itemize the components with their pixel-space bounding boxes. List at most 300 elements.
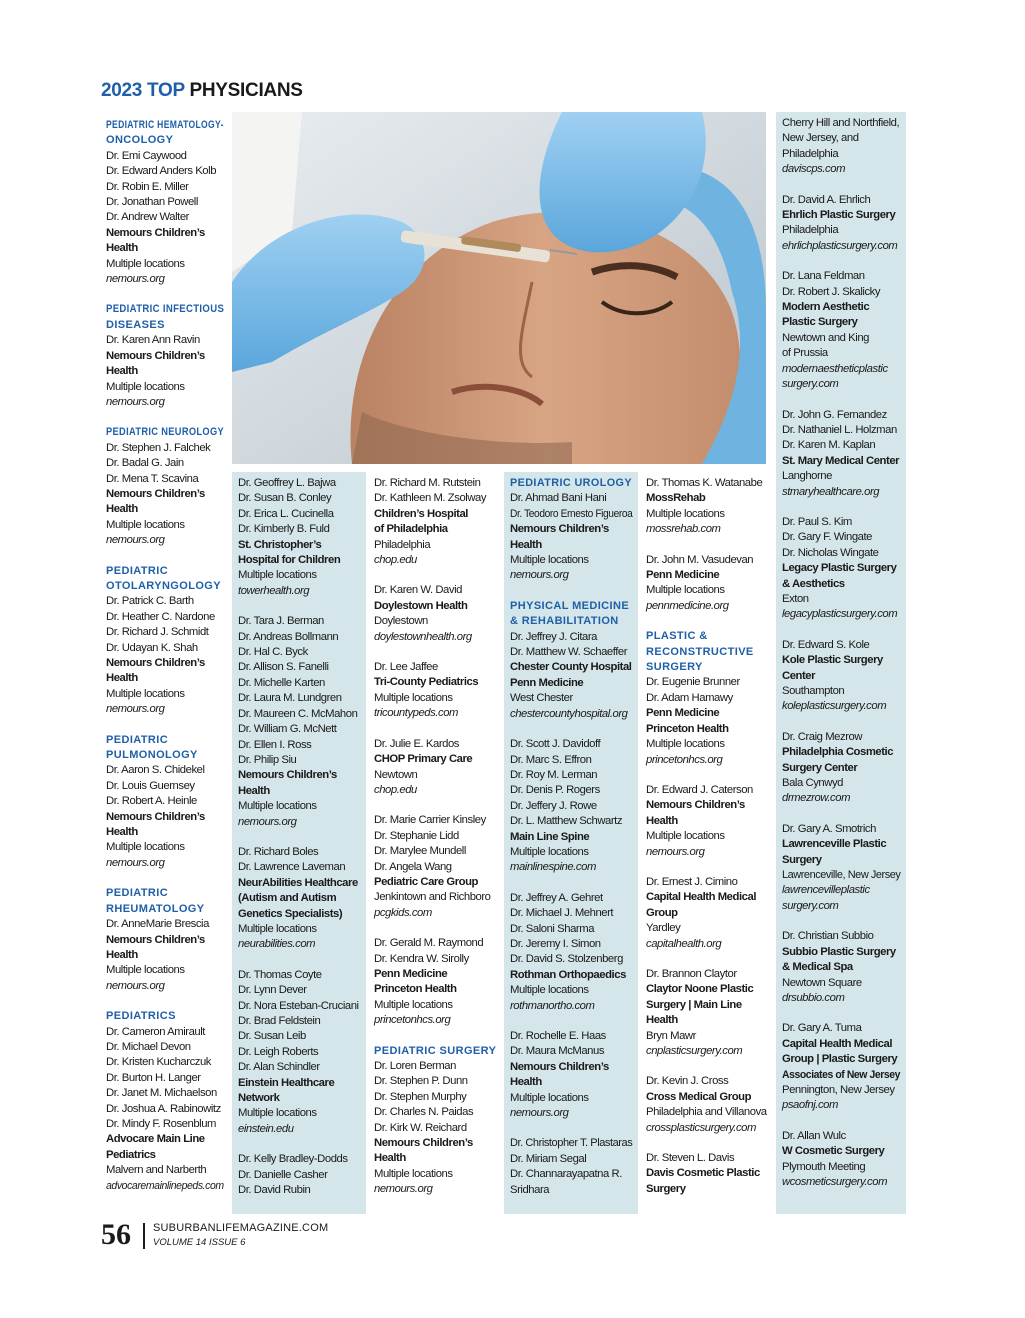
listing-text: Dr. Jeffery J. Rowe — [510, 799, 597, 812]
practice-name: St. Christopher’s — [238, 538, 322, 551]
listing-block — [782, 116, 900, 178]
practice-name: Penn Medicine — [374, 967, 448, 980]
listing-text: Dr. Robert A. Heinle — [106, 795, 197, 808]
block-spacer — [782, 1006, 900, 1021]
category-heading: PEDIATRIC SURGERY — [374, 1044, 497, 1057]
listing-text: Dr. Andreas Bollmann — [238, 630, 339, 643]
listing-text: Dr. L. Matthew Schwartz — [510, 815, 623, 828]
listing-text: Dr. Louis Guernsey — [106, 779, 195, 792]
practice-name: W Cosmetic Surgery — [782, 1145, 885, 1158]
listing-text: Dr. Eugenie Brunner — [646, 676, 740, 689]
listing-text: Southampton — [782, 685, 845, 697]
listing-text: Dr. Marylee Mundell — [374, 845, 466, 858]
block-spacer — [646, 1136, 768, 1151]
website-text: tricountypeds.com — [374, 707, 459, 720]
listing-text: Dr. Jonathan Powell — [106, 196, 198, 209]
block-spacer — [646, 952, 768, 967]
listing-block — [646, 553, 768, 615]
practice-name: Princeton Health — [374, 983, 457, 996]
block-spacer — [782, 254, 900, 269]
listing-block — [510, 476, 632, 584]
listing-text: Dr. Christian Subbio — [782, 930, 874, 943]
website-text: lawrencevilleplastic — [782, 884, 870, 897]
category-heading: PEDIATRIC UROLOGY — [510, 477, 632, 489]
block-spacer — [646, 768, 768, 783]
listing-text: Doylestown — [374, 615, 428, 628]
website-text: drsubbio.com — [782, 991, 845, 1004]
block-spacer — [374, 921, 496, 936]
column-2 — [232, 472, 366, 1214]
listing-text: Dr. Thomas Coyte — [238, 968, 322, 981]
practice-name: Health — [374, 1152, 406, 1165]
listing-text: Dr. Susan Leib — [238, 1030, 306, 1043]
website-text: crossplasticsurgery.com — [646, 1121, 756, 1134]
listing-text: Multiple locations — [238, 569, 317, 582]
listing-text: Dr. Edward J. Caterson — [646, 783, 753, 796]
listing-text: Dr. Denis P. Rogers — [510, 784, 600, 797]
listing-text: Dr. Teodoro Ernesto Figueroa — [510, 507, 633, 520]
practice-name: Surgery — [782, 853, 822, 866]
block-spacer — [106, 718, 224, 733]
block-spacer — [510, 1014, 632, 1029]
listing-text: Multiple locations — [510, 845, 589, 858]
column-4 — [504, 472, 638, 1214]
listing-text: Dr. William G. McNett — [238, 723, 337, 736]
website-text: einstein.edu — [238, 1122, 294, 1135]
block-spacer — [374, 798, 496, 813]
practice-name: Health — [106, 672, 138, 685]
listing-block — [646, 476, 768, 538]
website-text: daviscps.com — [782, 163, 846, 176]
listing-text: Multiple locations — [510, 554, 589, 567]
listing-text: Dr. Jeffrey J. Citara — [510, 630, 598, 643]
listing-block — [510, 599, 632, 722]
listing-text: Multiple locations — [510, 1091, 589, 1104]
category-heading: PULMONOLOGY — [106, 749, 198, 762]
practice-name: of Philadelphia — [374, 523, 448, 536]
listing-text: Multiple locations — [646, 830, 725, 843]
listing-text: Multiple locations — [238, 800, 317, 813]
practice-name: Nemours Children’s — [510, 1060, 609, 1073]
injection-photo — [232, 112, 766, 464]
listing-text: Dr. Patrick C. Barth — [106, 595, 194, 608]
listing-block — [374, 660, 496, 722]
website-text: drmezrow.com — [782, 792, 851, 805]
category-heading: ONCOLOGY — [106, 134, 174, 147]
practice-name: Nemours Children’s — [106, 349, 205, 362]
listing-text: Dr. Richard J. Schmidt — [106, 626, 209, 639]
listing-text: Dr. Hal C. Byck — [238, 646, 308, 659]
website-text: nemours.org — [106, 979, 165, 992]
practice-name: Princeton Health — [646, 722, 729, 735]
practice-name: Pediatrics — [106, 1148, 156, 1161]
listing-text: Philadelphia — [374, 538, 431, 551]
listing-text: Dr. Gary A. Smotrich — [782, 822, 876, 835]
practice-name: & Medical Spa — [782, 961, 853, 974]
block-spacer — [106, 410, 224, 425]
listing-text: Jenkintown and Richboro — [374, 891, 491, 904]
website-text: nemours.org — [106, 273, 165, 286]
block-spacer — [510, 876, 632, 891]
listing-text: Dr. John G. Fernandez — [782, 408, 887, 421]
listing-text: Dr. Michael J. Mehnert — [510, 907, 614, 920]
listing-text: Multiple locations — [106, 841, 185, 854]
listing-text: Dr. David Rubin — [238, 1184, 311, 1197]
page-title-rest: PHYSICIANS — [189, 80, 303, 101]
block-spacer — [510, 722, 632, 737]
listing-block — [374, 936, 496, 1028]
block-spacer — [646, 1059, 768, 1074]
practice-name: Nemours Children’s — [106, 810, 205, 823]
category-heading: PEDIATRIC — [106, 887, 169, 900]
listing-text: Multiple locations — [510, 984, 589, 997]
listing-text: Dr. Michael Devon — [106, 1040, 191, 1053]
listing-text: Dr. Christopher T. Plastaras — [510, 1137, 633, 1150]
practice-name: Nemours Children’s — [646, 799, 745, 812]
listing-text: Dr. Maureen C. McMahon — [238, 707, 358, 720]
listing-text: Dr. Angela Wang — [374, 860, 452, 873]
listing-block — [646, 629, 768, 768]
listing-block — [374, 476, 496, 568]
website-text: capitalhealth.org — [646, 937, 722, 950]
listing-block — [646, 1074, 768, 1136]
listing-text: Lawrenceville, New Jersey — [782, 869, 901, 882]
listing-text: Dr. Robert J. Skalicky — [782, 285, 881, 298]
listing-text: Multiple locations — [374, 1167, 453, 1180]
category-heading: RHEUMATOLOGY — [106, 902, 205, 915]
listing-text: Newtown Square — [782, 976, 862, 989]
block-spacer — [106, 871, 224, 886]
practice-name: & Aesthetics — [782, 577, 845, 590]
listing-text: Dr. Kimberly B. Fuld — [238, 523, 330, 536]
listing-text: Dr. Andrew Walter — [106, 211, 189, 224]
listing-block — [106, 118, 224, 287]
listing-text: Dr. Ernest J. Cimino — [646, 875, 738, 888]
category-heading: DISEASES — [106, 318, 165, 331]
listing-text: Dr. Nicholas Wingate — [782, 546, 879, 559]
practice-name: Surgery | Main Line — [646, 998, 742, 1011]
listing-text: Dr. Lana Feldman — [782, 270, 865, 283]
listing-text: Dr. Richard M. Rutstein — [374, 477, 481, 489]
block-spacer — [106, 549, 224, 564]
listing-text: Dr. Alan Schindler — [238, 1061, 320, 1074]
website-text: cnplasticsurgery.com — [646, 1045, 743, 1057]
website-text: stmaryhealthcare.org — [782, 485, 880, 498]
listing-text: Dr. Charles N. Paidas — [374, 1106, 474, 1119]
practice-name: Nemours Children’s — [510, 523, 609, 536]
practice-name: Genetics Specialists) — [238, 907, 343, 920]
listing-text: Multiple locations — [106, 964, 185, 977]
listing-block — [238, 968, 360, 1137]
listing-text: Dr. Thomas K. Watanabe — [646, 477, 763, 489]
practice-name: Doylestown Health — [374, 599, 468, 612]
website-text: chestercountyhospital.org — [510, 707, 628, 720]
website-text: nemours.org — [646, 845, 705, 858]
listing-text: Dr. Brannon Claytor — [646, 967, 737, 980]
block-spacer — [374, 722, 496, 737]
practice-name: Tri-County Pediatrics — [374, 676, 479, 689]
listing-text: Dr. Ellen I. Ross — [238, 738, 312, 751]
website-text: mossrehab.com — [646, 523, 721, 536]
listing-block — [646, 1151, 768, 1197]
listing-block — [510, 891, 632, 1014]
listing-text: Dr. Joshua A. Rabinowitz — [106, 1102, 221, 1115]
listing-text: Dr. Marc S. Effron — [510, 753, 592, 766]
listing-text: Dr. Miriam Segal — [510, 1152, 587, 1165]
practice-name: Health — [106, 826, 138, 839]
listing-text: Dr. Badal G. Jain — [106, 457, 184, 470]
listing-text: Dr. Nora Esteban-Cruciani — [238, 999, 359, 1012]
listing-text: Dr. Stephen P. Dunn — [374, 1075, 468, 1088]
website-text: modernaestheticplastic — [782, 362, 888, 375]
listing-text: Dr. Robin E. Miller — [106, 180, 189, 193]
website-text: nemours.org — [510, 1107, 569, 1120]
listing-text: Dr. Emi Caywood — [106, 149, 187, 162]
practice-name: Philadelphia Cosmetic — [782, 746, 894, 759]
listing-block — [238, 845, 360, 953]
photo-illustration — [232, 112, 766, 464]
listing-block — [374, 583, 496, 645]
practice-name: Nemours Children’s — [106, 487, 205, 500]
listing-block — [782, 730, 900, 807]
website-text: nemours.org — [374, 1183, 433, 1196]
website-text: ehrlichplasticsurgery.com — [782, 239, 898, 252]
listing-text: Dr. Marie Carrier Kinsley — [374, 814, 486, 827]
listing-text: Dr. Jeffrey A. Gehret — [510, 891, 603, 904]
practice-name: Cross Medical Group — [646, 1090, 752, 1103]
website-text: nemours.org — [238, 815, 297, 828]
practice-name: Health — [238, 784, 270, 797]
listing-text: Dr. Kristen Kucharczuk — [106, 1056, 211, 1069]
listing-text: Dr. Udayan K. Shah — [106, 641, 198, 654]
listing-text: Multiple locations — [106, 518, 185, 531]
listing-block — [782, 269, 900, 392]
listing-block — [646, 875, 768, 952]
listing-block — [646, 783, 768, 860]
practice-name: Kole Plastic Surgery — [782, 654, 883, 667]
listing-text: Cherry Hill and Northfield, — [782, 117, 900, 129]
listing-text: Philadelphia — [782, 224, 839, 237]
block-spacer — [782, 178, 900, 193]
listing-text: Dr. Stephen J. Falchek — [106, 441, 211, 454]
listing-text: Dr. David S. Stolzenberg — [510, 953, 623, 966]
listing-block — [374, 737, 496, 799]
website-text: rothmanortho.com — [510, 999, 595, 1012]
website-text: wcosmeticsurgery.com — [782, 1175, 888, 1188]
listing-text: Bala Cynwyd — [782, 777, 843, 790]
practice-name: (Autism and Autism — [238, 892, 337, 905]
listing-text: Newtown — [374, 768, 418, 781]
listing-text: Dr. Jeremy I. Simon — [510, 937, 601, 950]
practice-name: Chester County Hospital — [510, 661, 632, 674]
category-heading: PLASTIC & — [646, 630, 708, 643]
website-text: advocaremainlinepeds.com — [106, 1179, 224, 1192]
block-spacer — [238, 599, 360, 614]
practice-name: Health — [510, 538, 542, 551]
website-text: chop.edu — [374, 554, 417, 567]
category-heading: PEDIATRICS — [106, 1010, 176, 1023]
listing-block — [238, 614, 360, 830]
listing-block — [238, 1152, 360, 1198]
category-heading: PEDIATRIC NEUROLOGY — [106, 426, 225, 439]
listing-block — [782, 638, 900, 715]
block-spacer — [238, 1137, 360, 1152]
practice-name: Lawrenceville Plastic — [782, 838, 887, 851]
listing-text: Dr. Janet M. Michaelson — [106, 1087, 217, 1100]
block-spacer — [782, 807, 900, 822]
website-text: towerhealth.org — [238, 584, 310, 597]
listing-text: Dr. Karen W. David — [374, 584, 462, 597]
practice-name: Rothman Orthopaedics — [510, 968, 626, 981]
listing-text: Multiple locations — [106, 257, 185, 270]
listing-text: Plymouth Meeting — [782, 1160, 866, 1173]
listing-text: Dr. John M. Vasudevan — [646, 553, 754, 566]
block-spacer — [106, 994, 224, 1009]
listing-text: Dr. Steven L. Davis — [646, 1152, 735, 1165]
block-spacer — [106, 287, 224, 302]
practice-name: Legacy Plastic Surgery — [782, 562, 897, 575]
listing-text: Dr. Maura McManus — [510, 1045, 605, 1058]
practice-name: Network — [238, 1092, 280, 1105]
listing-text: Dr. Michelle Karten — [238, 676, 325, 689]
footer-site: SUBURBANLIFEMAGAZINE.COM — [153, 1222, 329, 1234]
block-spacer — [374, 645, 496, 660]
listing-block — [646, 967, 768, 1059]
website-text: nemours.org — [510, 569, 569, 582]
listing-text: Bryn Mawr — [646, 1029, 696, 1042]
practice-name: Claytor Noone Plastic — [646, 983, 754, 996]
listing-text: Multiple locations — [374, 691, 453, 704]
practice-name: Health — [646, 814, 678, 827]
practice-name: Pediatric Care Group — [374, 875, 479, 888]
listing-text: Dr. Craig Mezrow — [782, 730, 863, 743]
listing-text: Dr. Loren Berman — [374, 1060, 456, 1072]
listing-text: Dr. Julie E. Kardos — [374, 737, 460, 750]
footer-volume: VOLUME 14 ISSUE 6 — [153, 1237, 246, 1248]
block-spacer — [782, 715, 900, 730]
listing-block — [106, 1009, 224, 1194]
listing-text: Multiple locations — [646, 738, 725, 751]
block-spacer — [782, 393, 900, 408]
listing-block — [106, 564, 224, 718]
category-heading: PEDIATRIC — [106, 564, 169, 577]
practice-name: Health — [106, 365, 138, 378]
listing-block — [106, 733, 224, 872]
listing-text: Dr. Brad Feldstein — [238, 1015, 321, 1027]
listing-text: Dr. Stephen Murphy — [374, 1090, 467, 1103]
category-heading: SURGERY — [646, 661, 703, 674]
listing-text: Dr. Mena T. Scavina — [106, 472, 199, 485]
practice-name: Surgery Center — [782, 761, 858, 774]
practice-name: Health — [510, 1076, 542, 1089]
website-text: legacyplasticsurgery.com — [782, 608, 898, 621]
listing-text: Dr. Leigh Roberts — [238, 1045, 319, 1058]
listing-text: Dr. Allison S. Fanelli — [238, 661, 329, 674]
listing-text: Dr. Edward S. Kole — [782, 638, 870, 651]
website-text: nemours.org — [106, 395, 165, 408]
column-left — [100, 114, 230, 1199]
listing-text: Multiple locations — [238, 1107, 317, 1120]
page-title — [101, 80, 303, 102]
listing-text: Dr. Tara J. Berman — [238, 615, 324, 628]
practice-name: Health — [646, 1014, 678, 1027]
practice-name: Children’s Hospital — [374, 507, 468, 520]
block-spacer — [646, 860, 768, 875]
block-spacer — [374, 1029, 496, 1044]
category-heading: PEDIATRIC — [106, 733, 169, 746]
listing-text: Langhorne — [782, 470, 832, 483]
listing-block — [374, 813, 496, 921]
website-text: mainlinespine.com — [510, 861, 596, 874]
listing-text: Dr. Lynn Dever — [238, 984, 307, 997]
page-title-accent: 2023 TOP — [101, 80, 185, 101]
practice-name: Subbio Plastic Surgery — [782, 945, 896, 958]
practice-name: Health — [106, 503, 138, 516]
block-spacer — [782, 623, 900, 638]
listing-block — [106, 425, 224, 548]
practice-name: Davis Cosmetic Plastic — [646, 1167, 760, 1180]
listing-block — [782, 1021, 900, 1113]
listing-text: Dr. Cameron Amirault — [106, 1025, 205, 1038]
practice-name: Penn Medicine — [646, 569, 720, 582]
website-text: chop.edu — [374, 783, 417, 796]
practice-name: St. Mary Medical Center — [782, 454, 900, 467]
block-spacer — [238, 953, 360, 968]
listing-text: Dr. Nathaniel L. Holzman — [782, 423, 897, 436]
category-heading: RECONSTRUCTIVE — [646, 645, 754, 658]
listing-block — [510, 1029, 632, 1121]
listing-text: Dr. Scott J. Davidoff — [510, 738, 601, 751]
column-5 — [640, 472, 774, 1214]
listing-text: Dr. Karen M. Kaplan — [782, 439, 876, 452]
category-heading: PHYSICAL MEDICINE — [510, 599, 630, 612]
block-spacer — [782, 914, 900, 929]
website-text: nemours.org — [106, 703, 165, 716]
listing-block — [510, 1136, 632, 1198]
practice-name: Plastic Surgery — [782, 316, 858, 329]
listing-text: Dr. Lawrence Laveman — [238, 861, 346, 874]
practice-name: Penn Medicine — [510, 676, 584, 689]
practice-name: Surgery — [646, 1182, 686, 1195]
listing-text: Dr. Kathleen M. Zsolway — [374, 492, 487, 505]
listing-text: Dr. Gary F. Wingate — [782, 531, 873, 544]
category-heading: & REHABILITATION — [510, 615, 619, 628]
block-spacer — [646, 614, 768, 629]
website-text: pcgkids.com — [374, 906, 432, 919]
listing-block — [782, 515, 900, 623]
practice-name: Group — [646, 906, 678, 919]
website-text: nemours.org — [106, 856, 165, 869]
column-3 — [368, 472, 502, 1214]
listing-text: Philadelphia — [782, 147, 839, 160]
block-spacer — [782, 500, 900, 515]
practice-name: Nemours Children’s — [374, 1137, 473, 1150]
listing-block — [782, 1129, 900, 1191]
category-heading: PEDIATRIC INFECTIOUS — [106, 303, 225, 316]
page-number: 56 — [101, 1218, 131, 1251]
practice-name: Nemours Children’s — [106, 933, 205, 946]
listing-text: Dr. Kelly Bradley-Dodds — [238, 1153, 348, 1166]
listing-text: Dr. Kevin J. Cross — [646, 1075, 729, 1088]
listing-text: Dr. Roy M. Lerman — [510, 768, 598, 781]
practice-name: Capital Health Medical — [646, 891, 757, 904]
listing-text: Dr. Gary A. Tuma — [782, 1022, 862, 1035]
listing-block — [238, 476, 360, 599]
listing-text: Dr. Matthew W. Schaeffer — [510, 646, 628, 659]
listing-block — [106, 302, 224, 410]
listing-text: Dr. Richard Boles — [238, 845, 319, 858]
practice-name: Health — [106, 242, 138, 255]
